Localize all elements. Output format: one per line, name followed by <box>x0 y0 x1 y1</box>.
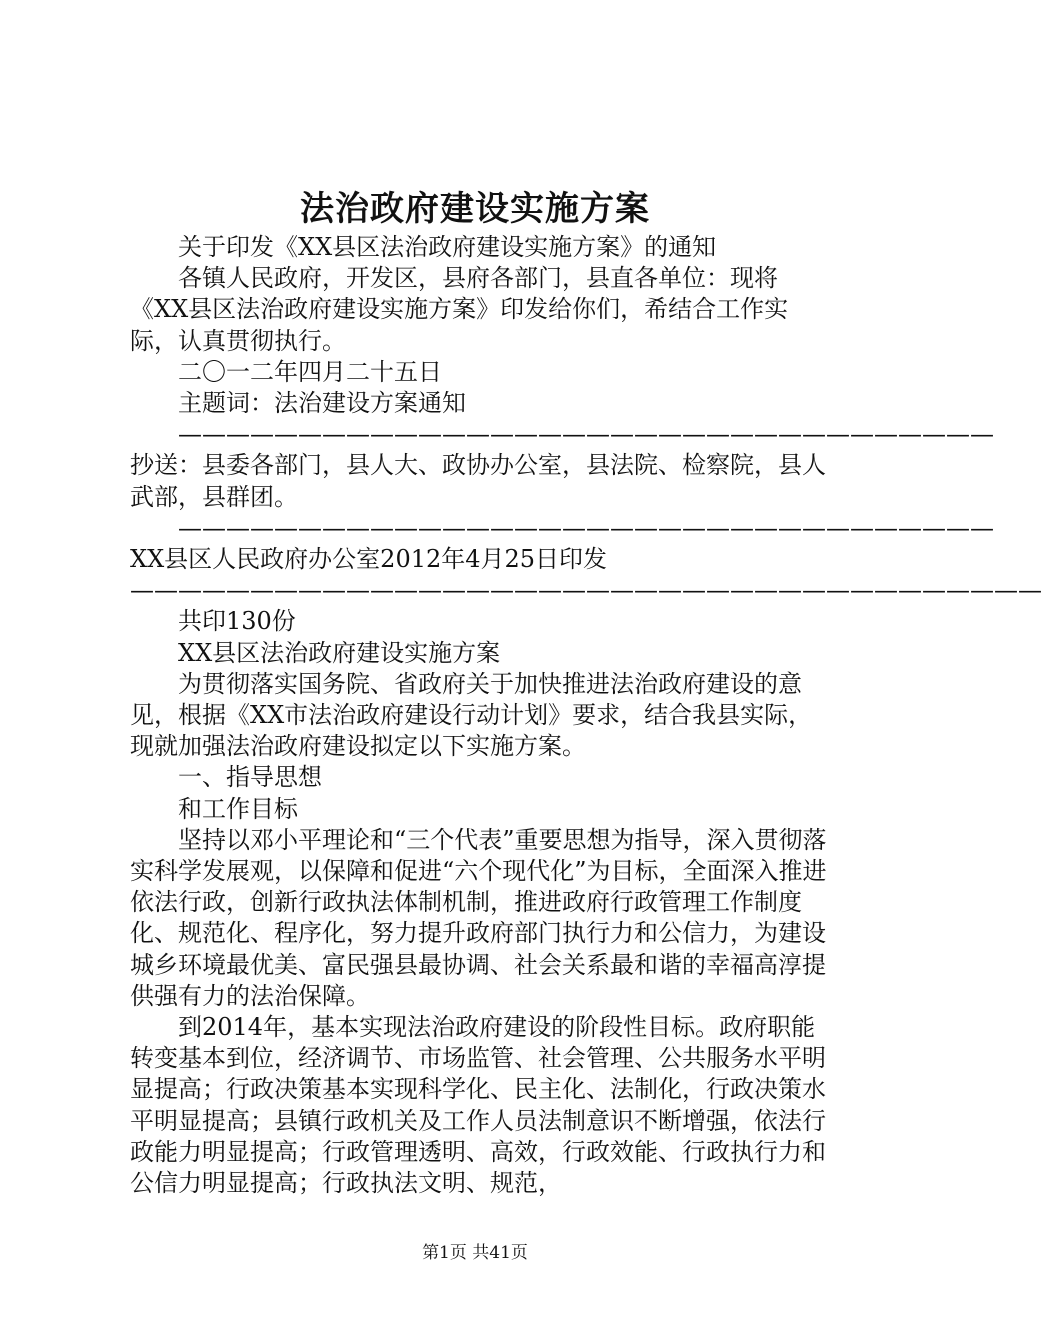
notice-date: 二〇一二年四月二十五日 <box>178 357 442 386</box>
section-heading: 一、指导思想 <box>178 763 322 792</box>
issuing-office: ——————————————————————————————————XX县区人民政府办公室2012年4月25日印发—————————————————————————————————————— <box>130 513 1042 605</box>
section-heading-continued: 和工作目标 <box>178 794 298 823</box>
print-count: 共印130份 <box>178 607 296 636</box>
guiding-principles: 坚持以邓小平理论和“三个代表”重要思想为指导，深入贯彻落实科学发展观，以保障和促进“六个现代化”为目标，全面深入推进依法行政，创新行政执法体制机制，推进政府行政管理工作制度化、规范化、程序化，努力提升政府部门执行力和公信力，为建设城乡环境最优美、富民强县最协调、社会关系最和谐的幸福高淳提供强有力的法治保障。 <box>130 825 827 1010</box>
notice-heading: 关于印发《XX县区法治政府建设实施方案》的通知 <box>178 233 717 261</box>
plan-title: XX县区法治政府建设实施方案 <box>178 638 501 667</box>
document-body <box>130 232 1042 1199</box>
cc-recipients: ——————————————————————————————————抄送：县委各部门，县人大、政协办公室，县法院、检察院，县人武部，县群团。 <box>130 420 994 511</box>
subject-keywords: 主题词：法治建设方案通知 <box>178 389 466 418</box>
plan-intro: 为贯彻落实国务院、省政府关于加快推进法治政府建设的意见，根据《XX市法治政府建设行动计划》要求，结合我县实际，现就加强法治政府建设拟定以下实施方案。 <box>130 669 813 761</box>
page-footer: 第1页 共41页 <box>422 1243 528 1263</box>
document-title: 法治政府建设实施方案 <box>300 189 650 229</box>
notice-body: 各镇人民政府，开发区，县府各部门，县直各单位：现将《XX县区法治政府建设实施方案》印发给你们，希结合工作实际，认真贯彻执行。 <box>130 264 789 355</box>
goals-2014: 到2014年，基本实现法治政府建设的阶段性目标。政府职能转变基本到位，经济调节、市场监管、社会管理、公共服务水平明显提高；行政决策基本实现科学化、民主化、法制化，行政决策水平明显提高；县镇行政机关及工作人员法制意识不断增强，依法行政能力明显提高；行政管理透明、高效，行政效能、行政执行力和公信力明显提高；行政执法文明、规范， <box>130 1013 826 1198</box>
